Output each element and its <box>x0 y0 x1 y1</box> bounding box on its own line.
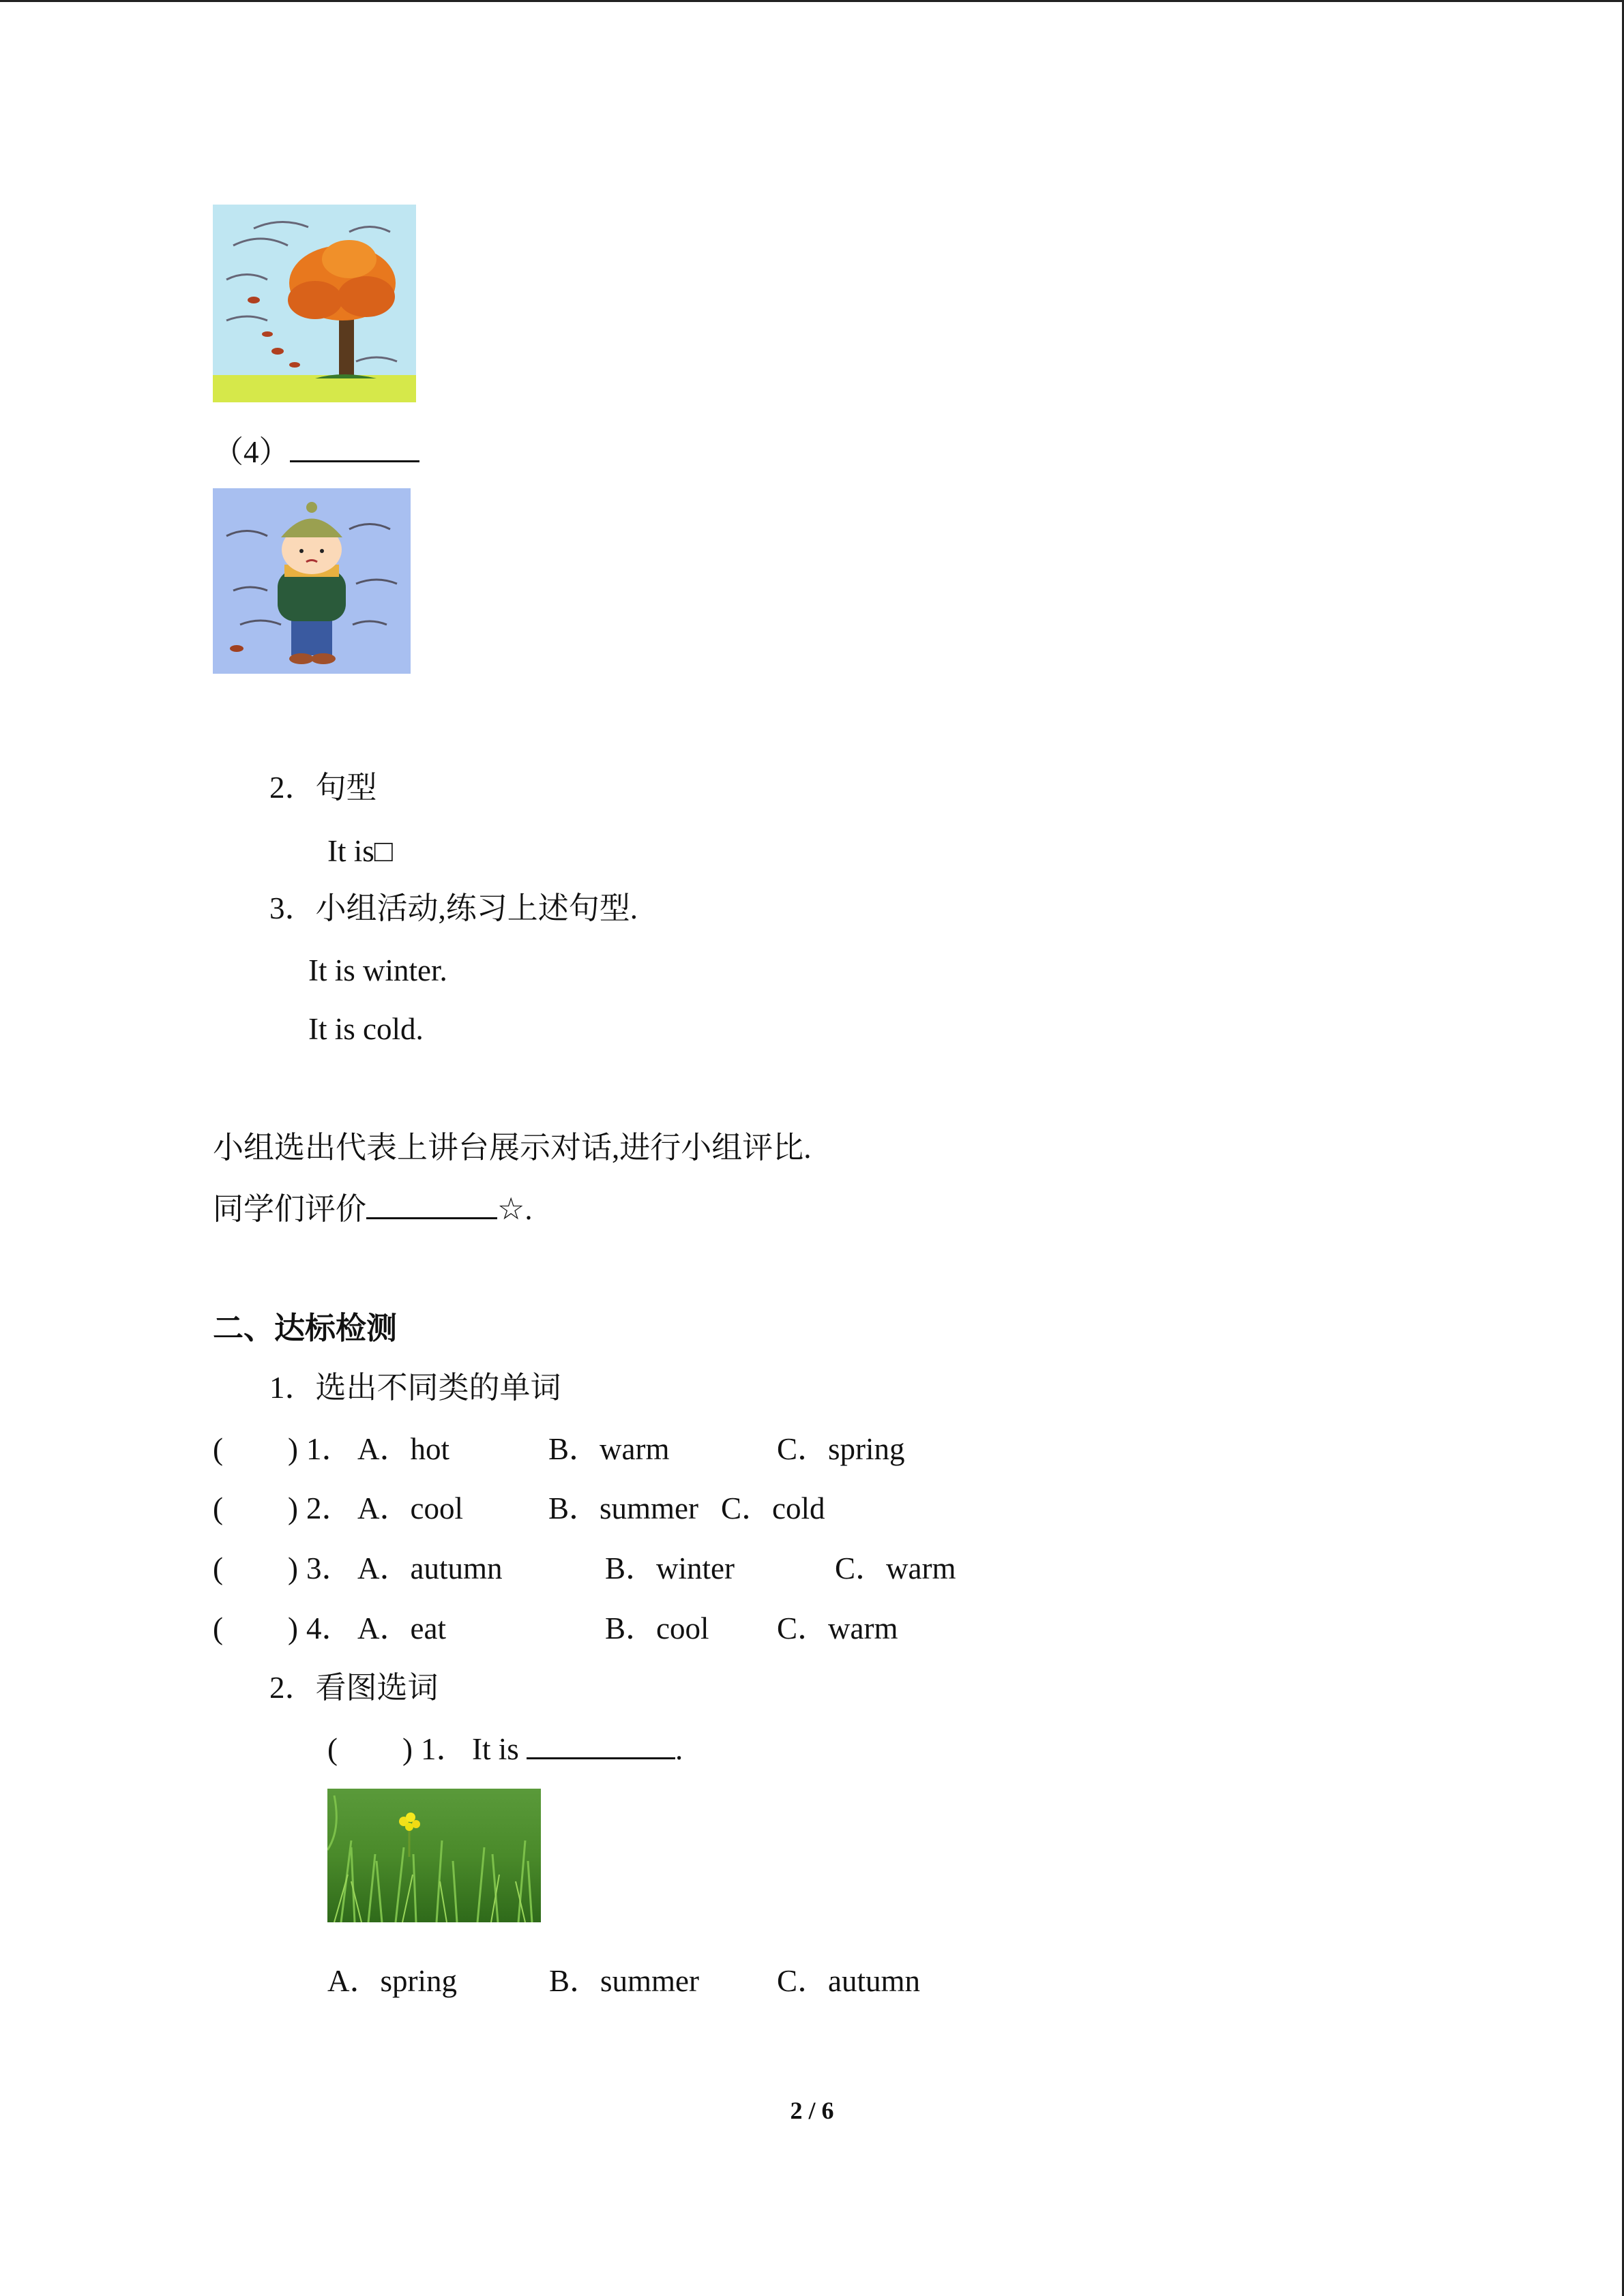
page-number: 2 / 6 <box>790 2097 834 2124</box>
answer-paren-close: ) <box>288 1611 298 1645</box>
option-b: B．cool <box>605 1611 709 1645</box>
question-number: 1． <box>421 1732 467 1766</box>
evaluation-suffix: ☆. <box>497 1192 533 1226</box>
example-sentence-2: It is cold. <box>308 1012 424 1046</box>
option-a: A．cool <box>357 1491 463 1525</box>
q2-stem-wrapper <box>472 1729 683 1770</box>
q1-heading: 1．选出不同类的单词 <box>269 1371 561 1405</box>
group-activity-number: 3． <box>269 891 316 925</box>
answer-paren-close: ) <box>288 1491 298 1525</box>
question-number: 2． <box>306 1491 353 1525</box>
option-b: B．winter <box>605 1551 735 1585</box>
option-c: C．warm <box>777 1611 898 1645</box>
group-activity-text: 小组活动,练习上述句型. <box>315 891 638 925</box>
pattern-heading <box>269 767 377 808</box>
example-sentence-1: It is winter. <box>308 953 447 987</box>
answer-paren-close: ) <box>288 1551 298 1585</box>
evaluation-prefix: 同学们评价 <box>213 1192 367 1226</box>
answer-paren-open[interactable]: ( <box>213 1551 223 1585</box>
windy-tree-picture <box>213 205 416 402</box>
cold-boy-picture <box>213 488 411 674</box>
option-a: A．autumn <box>357 1551 503 1585</box>
answer-paren-open[interactable]: ( <box>213 1432 223 1466</box>
pattern-heading-text: 句型 <box>315 771 377 805</box>
question-number: 3． <box>306 1551 353 1585</box>
answer-paren-open[interactable]: ( <box>327 1732 338 1766</box>
q2-option-b: B．summer <box>549 1964 699 1998</box>
pattern-line: It is□ <box>327 834 393 868</box>
question-number: 4． <box>306 1611 353 1645</box>
option-a: A．hot <box>357 1432 450 1466</box>
spring-grass-picture <box>327 1789 541 1922</box>
option-a: A．eat <box>357 1611 446 1645</box>
q2-option-c: C．autumn <box>777 1964 920 1998</box>
option-c: C．cold <box>721 1491 825 1525</box>
option-b: B．summer <box>548 1491 698 1525</box>
answer-paren-close: ) <box>402 1732 413 1766</box>
item-4-label <box>213 432 419 473</box>
evaluation-line <box>213 1189 533 1229</box>
answer-paren-open[interactable]: ( <box>213 1491 223 1525</box>
q2-stem-end: . <box>675 1732 683 1766</box>
q2-answer-blank[interactable] <box>527 1729 675 1759</box>
q2-heading: 2．看图选词 <box>269 1671 439 1705</box>
present-instruction: 小组选出代表上讲台展示对话,进行小组评比. <box>213 1131 812 1165</box>
evaluation-blank[interactable] <box>366 1189 497 1219</box>
option-c: C．spring <box>777 1432 905 1466</box>
section-title-test: 二、达标检测 <box>213 1311 398 1345</box>
answer-paren-open[interactable]: ( <box>213 1611 223 1645</box>
item-4-number: （4） <box>213 435 290 469</box>
question-number: 1． <box>306 1432 353 1466</box>
option-b: B．warm <box>548 1432 670 1466</box>
group-activity-heading <box>269 888 638 929</box>
pattern-heading-number: 2． <box>269 771 316 805</box>
option-c: C．warm <box>835 1551 956 1585</box>
q2-option-a: A．spring <box>327 1964 457 1998</box>
item-4-blank[interactable] <box>290 432 419 462</box>
answer-paren-close: ) <box>288 1432 298 1466</box>
q2-stem: It is <box>472 1732 519 1766</box>
